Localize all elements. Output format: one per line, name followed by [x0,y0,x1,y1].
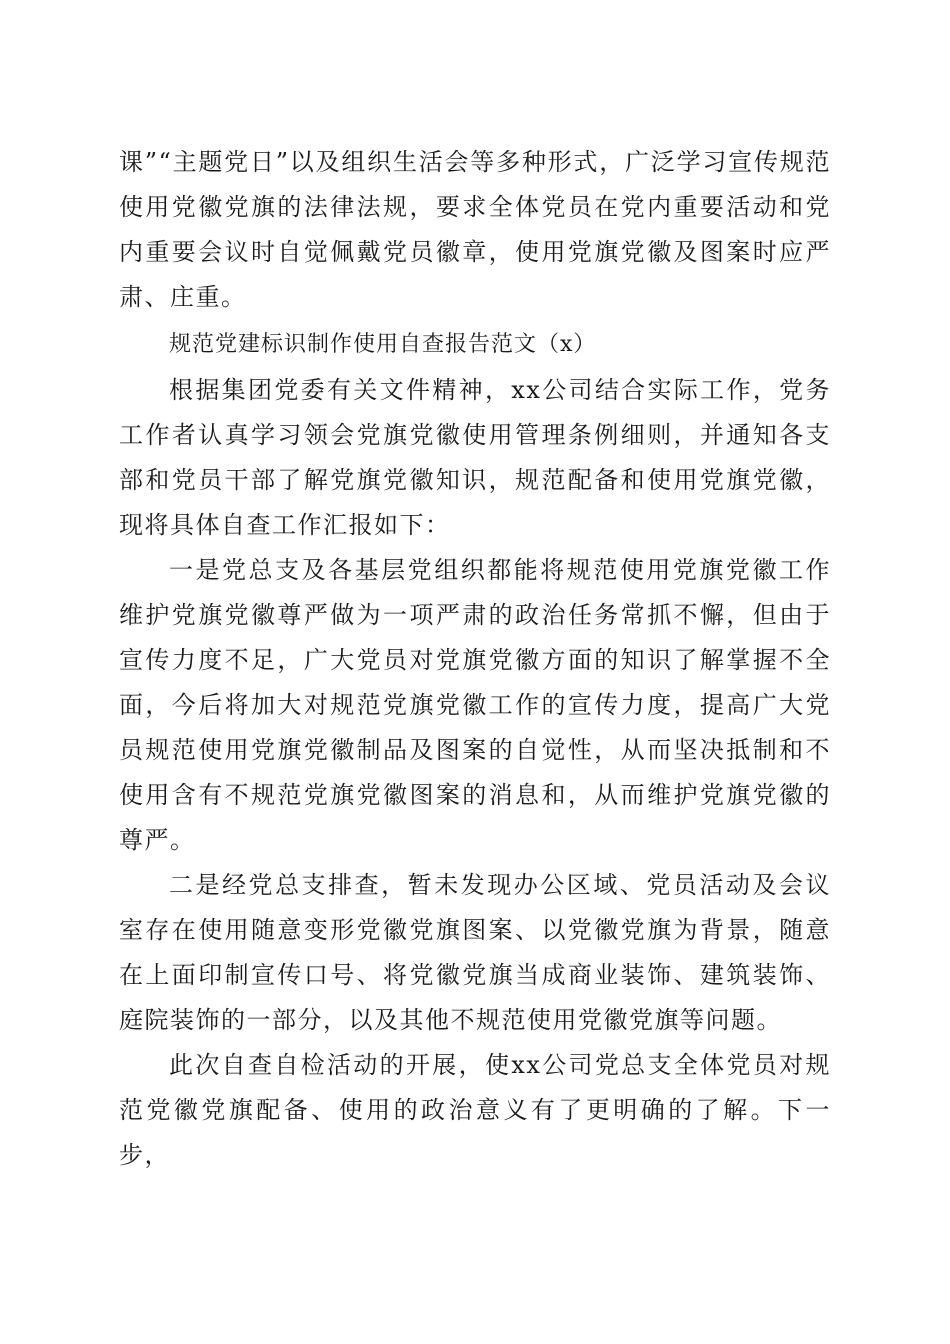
paragraph-point-one: 一是党总支及各基层党组织都能将规范使用党旗党徽工作维护党旗党徽尊严做为一项严肃的政治任务常抓不懈，但由于宣传力度不足，广大党员对党旗党徽方面的知识了解掌握不全面，今后将加大对规范党旗党徽工作的宣传力度，提高广大党员规范使用党旗党徽制品及图案的自觉性，从而坚决抵制和不使用含有不规范党旗党徽图案的消息和，从而维护党旗党徽的尊严。 [119,556,831,854]
paragraph-intro: 根据集团党委有关文件精神，xx公司结合实际工作，党务工作者认真学习领会党旗党徽使用管理条例细则，并通知各支部和党员干部了解党旗党徽知识，规范配备和使用党旗党徽，现将具体自查工作汇报如下： [119,376,831,539]
paragraph-point-two: 二是经党总支排查，暂未发现办公区域、党员活动及会议室存在使用随意变形党徽党旗图案、以党徽党旗为背景，随意在上面印制宣传口号、将党徽党旗当成商业装饰、建筑装饰、庭院装饰的一部分，以及其他不规范使用党徽党旗等问题。 [119,871,831,1034]
section-title: 规范党建标识制作使用自查报告范文（x） [169,332,597,357]
paragraph-summary: 此次自查自检活动的开展，使xx公司党总支全体党员对规范党徽党旗配备、使用的政治意义有了更明确的了解。下一步， [119,1051,831,1169]
document-body [119,140,831,1178]
paragraph-continuation: 课”“主题党日”以及组织生活会等多种形式，广泛学习宣传规范使用党徽党旗的法律法规，要求全体党员在党内重要活动和党内重要会议时自觉佩戴党员徽章，使用党旗党徽及图案时应严肃、庄重。 [119,148,831,311]
